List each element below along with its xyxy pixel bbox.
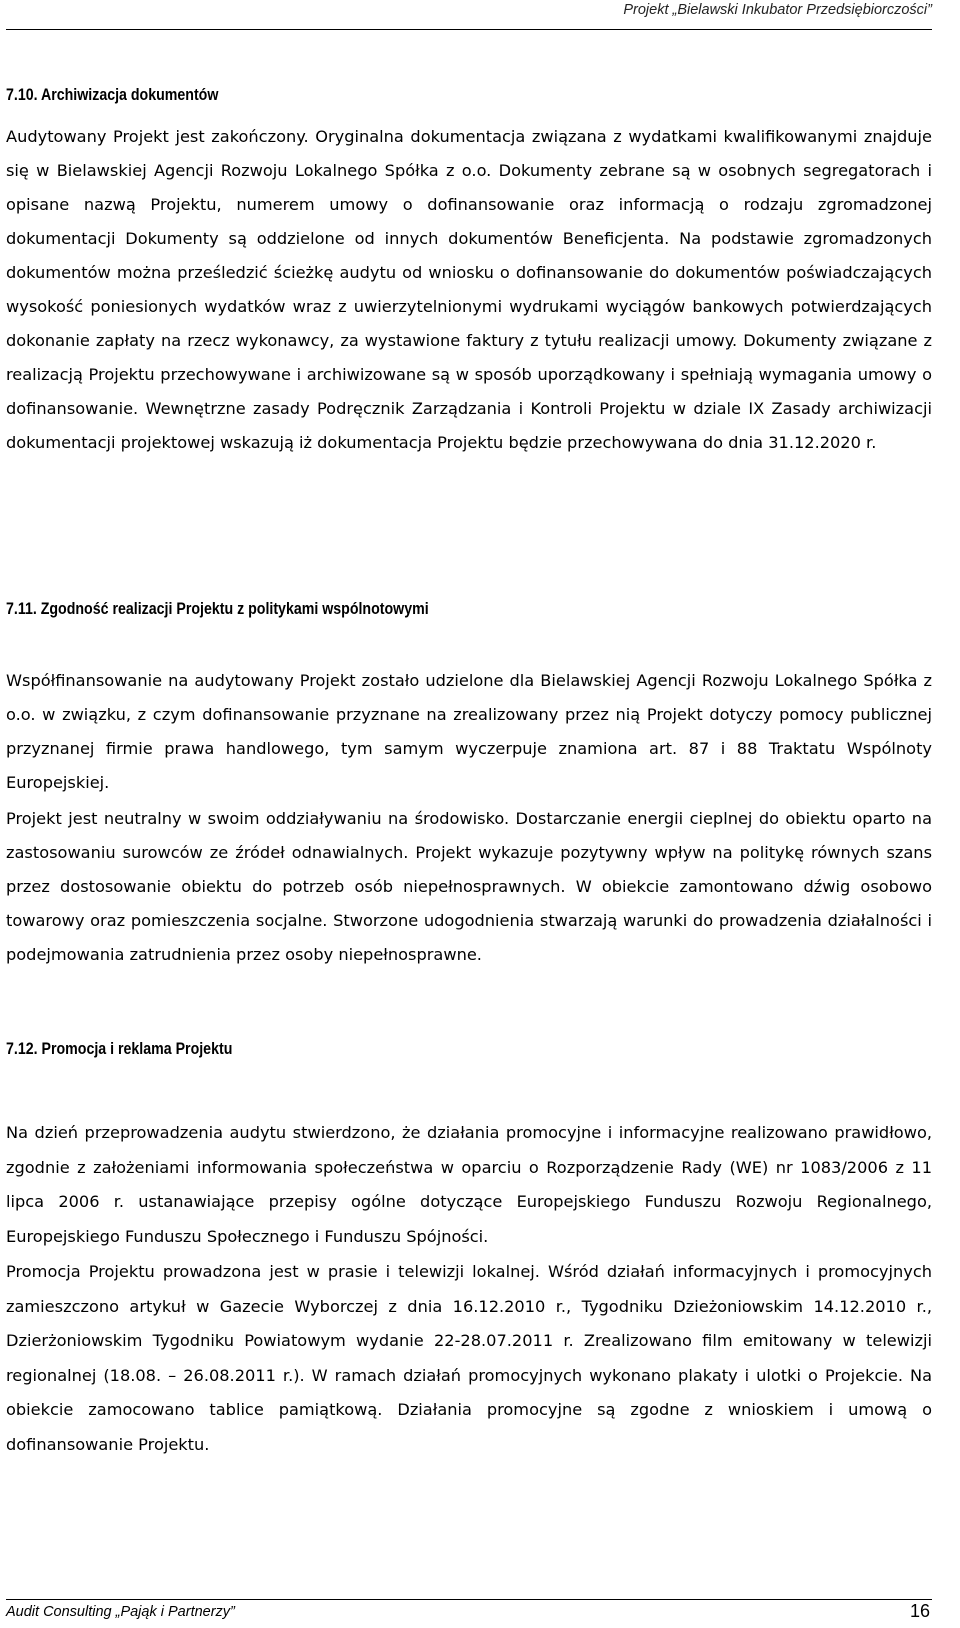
footer-company: Audit Consulting „Pająk i Partnerzy” [6, 1604, 235, 1620]
running-header: Projekt „Bielawski Inkubator Przedsiębiorczości” [623, 2, 932, 18]
section-7-11-paragraph-1: Współfinansowanie na audytowany Projekt zostało udzielone dla Bielawskiej Agencji Rozwoju Lokalnego Spółka z o.o. w związku, z czym dofinansowanie przyznane na zrealizowany przez nią Projekt dotyczy pomocy publicznej przyznanej firmie prawa handlowego, tym samym wyczerpuje znamiona art. 87 i 88 Traktatu Wspólnoty Europejskiej. [6, 671, 932, 792]
section-7-12-paragraph-1: Na dzień przeprowadzenia audytu stwierdzono, że działania promocyjne i informacyjne realizowano prawidłowo, zgodnie z założeniami informowania społeczeństwa w oparciu o Rozporządzenie Rady (WE) nr 1083/2006 z 11 lipca 2006 r. ustanawiające przepisy ogólne dotyczące Europejskiego Funduszu Rozwoju Regionalnego, Europejskiego Funduszu Społecznego i Funduszu Spójności. [6, 1123, 932, 1246]
header-divider [6, 29, 932, 30]
section-heading-7-12: 7.12. Promocja i reklama Projektu [6, 1040, 233, 1058]
page-number: 16 [909, 1601, 930, 1621]
section-7-10-paragraph: Audytowany Projekt jest zakończony. Oryginalna dokumentacja związana z wydatkami kwalifikowanymi znajduje się w Bielawskiej Agencji Rozwoju Lokalnego Spółka z o.o. Dokumenty zebrane są w osobnych segregatorach i opisane nazwą Projektu, numerem umowy o dofinansowanie oraz informacją o rodzaju zgromadzonej dokumentacji Dokumenty są oddzielone od innych dokumentów Beneficjenta. Na podstawie zgromadzonych dokumentów można prześledzić ścieżkę audytu od wniosku o dofinansowanie do dokumentów poświadczających wysokość poniesionych wydatków wraz z uwierzytelnionymi wydrukami wyciągów bankowych potwierdzających dokonanie zapłaty na rzecz wykonawcy, za wystawione faktury z tytułu realizacji umowy. Dokumenty związane z realizacją Projektu przechowywane i archiwizowane są w sposób uporządkowany i spełniają wymagania umowy o dofinansowanie. Wewnętrzne zasady Podręcznik Zarządzania i Kontroli Projektu w dziale IX Zasady archiwizacji dokumentacji projektowej wskazują iż dokumentacja Projektu będzie przechowywana do dnia 31.12.2020 r. [6, 127, 932, 452]
section-heading-7-10: 7.10. Archiwizacja dokumentów [6, 86, 219, 104]
section-heading-7-11: 7.11. Zgodność realizacji Projektu z politykami wspólnotowymi [6, 600, 429, 618]
section-7-11-paragraph-2: Projekt jest neutralny w swoim oddziaływaniu na środowisko. Dostarczanie energii cieplnej do obiektu oparto na zastosowaniu surowców ze źródeł odnawialnych. Projekt wykazuje pozytywny wpływ na politykę równych szans przez dostosowanie obiektu do potrzeb osób niepełnosprawnych. W obiekcie zamontowano dźwig osobowo towarowy oraz pomieszczenia socjalne. Stworzone udogodnienia stwarzają warunki do prowadzenia działalności i podejmowania zatrudnienia przez osoby niepełnosprawne. [6, 809, 932, 964]
section-7-12-paragraph-2: Promocja Projektu prowadzona jest w prasie i telewizji lokalnej. Wśród działań informacyjnych i promocyjnych zamieszczono artykuł w Gazecie Wyborczej z dnia 16.12.2010 r., Tygodniku Dzieżoniowskim 14.12.2010 r., Dzierżoniowskim Tygodniku Powiatowym wydanie 22-28.07.2011 r. Zrealizowano film emitowany w telewizji regionalnej (18.08. – 26.08.2011 r.). W ramach działań promocyjnych wykonano plakaty i ulotki o Projekcie. Na obiekcie zamocowano tablice pamiątkową. Działania promocyjne są zgodne z wnioskiem i umową o dofinansowanie Projektu. [6, 1262, 932, 1454]
footer-divider [6, 1599, 932, 1600]
